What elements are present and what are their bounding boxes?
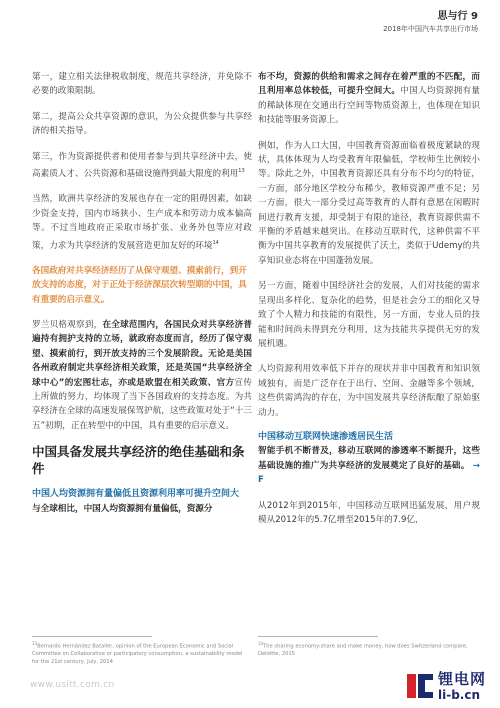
paragraph-resource-continued: [258, 70, 480, 128]
paragraph-roland-berger-lead: 罗兰贝格观察到，: [32, 320, 103, 330]
paragraph-europe-barriers: [32, 192, 252, 252]
paragraph-resource-rest: 中国人均资源拥有量的稀缺体现在交通出行空间等物质资源上，也体现在知识和技能等服务资源上。: [258, 86, 480, 126]
page-header: [0, 0, 500, 48]
paragraph-policy-3-text: 第三，作为资源提供者和使用者参与到共享经济中去，使高素质人才、公共资源和基础设施得到最大限度的利用: [32, 151, 252, 179]
watermark-url: www.usitt.com.cn: [30, 680, 115, 690]
subsection-heading-mobile: 中国移动互联网快速渗透居民生活: [258, 431, 394, 442]
paragraph-resource-lead: 与全球相比，中国人均资源拥有量偏低，资源分: [32, 503, 213, 514]
footnote-number: 14: [258, 641, 264, 646]
paragraph-roland-berger: [32, 318, 252, 433]
logo-text-domain: li-b.cn: [438, 688, 481, 702]
pull-quote: 各国政府对共享经济经历了从保守观望、摸索前行，到开放支持的态度，对于正处于经济深层次转型期的中国，具有重要的启示意义。: [32, 265, 247, 305]
paragraph-policy-2: 第二，提高公众共享资源的意识，为公众提供参与共享经济的相关指导。: [32, 111, 252, 137]
footnote-ref: 14: [212, 239, 219, 246]
paragraph-supply-demand: 人均资源利用效率低下并存的现状并非中国教育和知识领域独有，而是广泛存在于出行、空间、金融等多个领域，这些供需鸿沟的存在，为中国发展共享经济酝酿了原始驱动力。: [258, 364, 480, 418]
figure-ref-arrow: → F: [258, 460, 480, 486]
paragraph-mobile-lead: [258, 444, 480, 487]
paragraph-roland-berger-rest: 宣传上所做的努力，均体现了当下各国政府的支持态度。为共享经济在全球的高速发展保驾护航，这些政策对处于“十三五”初期，正在转型中的中国，具有重要的启示意义。: [32, 377, 252, 431]
paragraph-education: 例如，作为人口大国，中国教育资源面临着极度紧缺的现状，具体体现为人均受教育年限偏低，学校师生比例较小等。除此之外，中国教育资源还具有分布不均匀的特征，一方面，部分地区学校分布稀少，教师资源严重不足；另一方面，很大一部分受过高等教育的人群有意愿在闲暇时间进行教育支援，却受制于有限的途径，教育资源供需不平衡的矛盾越来越突出。在移动互联时代，这种供需不平衡为中国共享教育的发展提供了沃土，类似于Udemy的共享知识业态将在中国蓬勃发展。: [258, 140, 480, 266]
site-logo: [405, 668, 495, 706]
footnote-ref: 13: [238, 168, 245, 175]
paragraph-mobile-bold: 智能手机不断普及，移动互联网的渗透率不断提升，这些基础设施的推广为共享经济的发展奠定了良好的基础。: [258, 446, 480, 471]
paragraph-skills: 另一方面，随着中国经济社会的发展，人们对技能的需求呈现出多样化、复杂化的趋势，但是社会分工的细化又导致了个人精力和技能的有限性，另一方面，专业人员的技能和时间尚未得到充分利用，这为技能共享提供无穷的发展机遇。: [258, 281, 480, 349]
subsection-heading-resources: 中国人均资源拥有量偏低且资源利用率可提升空间大: [32, 489, 240, 500]
left-column: [32, 70, 252, 516]
paragraph-resource-bold: 布不均，资源的供给和需求之间存在着严重的不匹配，而且利用率总体较低，可提升空间大。: [258, 72, 480, 97]
paragraph-policy-3: [32, 150, 252, 182]
footnote-divider-right: [258, 636, 378, 637]
report-title: 2018年中国汽车共享出行市场: [383, 25, 478, 33]
right-column: [258, 70, 480, 527]
paragraph-europe-barriers-text: 当然，欧洲共享经济的发展也存在一定的阻碍因素，如缺少资金支持，国内市场狭小、生产成本和劳动力成本偏高等。不过当地政府正采取市场扩张、业务外包等应对政策，力求为共享经济的发展营造更加友好的环境: [32, 194, 252, 251]
page-label: 思与行 9: [437, 11, 478, 22]
logo-text-primary: 锂电网: [438, 670, 487, 688]
paragraph-roland-berger-bold: 在全球范围内，各国民众对共享经济普遍持有拥护支持的立场，就政府态度而言，经历了保守观望、摸索前行，到开放支持的三个发展阶段。无论是美国各州政府制定共享经济相关政策，还是英国“共享经济全球中心”的宏图壮志，亦或是欧盟在相关政策、官方: [32, 320, 252, 388]
paragraph-mobile-growth: 从2012年到2015年，中国移动互联网迅猛发展，用户规模从2012年的5.7亿增至2015年的7.9亿，: [258, 500, 480, 525]
footnote-left-text: Bernardo Hernández Bataller, opinion of the European Economic and Social Committee on Collaborative or participatory consumption, a sustainability model for the 21st century, July, 2014: [32, 643, 243, 665]
footnote-number: 13: [32, 641, 38, 646]
footnote-left: [32, 640, 247, 667]
paragraph-policy-1: 第一，建立相关法律税收制度，规范共享经济，并免除不必要的政策限制。: [32, 72, 252, 97]
logo-mark-icon: [405, 670, 435, 700]
footnote-right: [258, 640, 473, 659]
section-heading: 中国具备发展共享经济的绝佳基础和条件: [32, 444, 245, 477]
footnote-divider-left: [32, 636, 152, 637]
footnote-right-text: The sharing economy:share and make money, how does Switzerland compare, Deloitte, 2015: [258, 643, 468, 658]
